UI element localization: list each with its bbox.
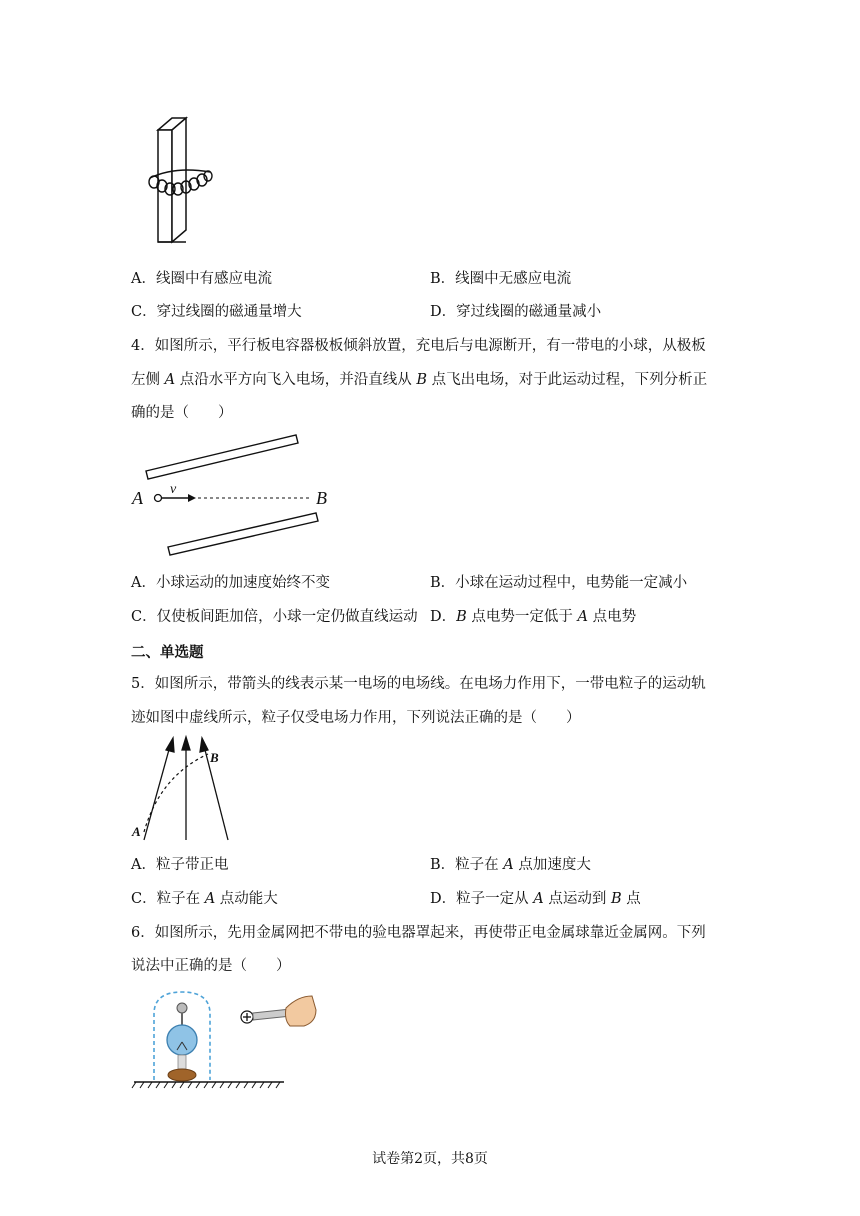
q4-option-d xyxy=(430,607,636,627)
q4-option-d-text: D． xyxy=(430,609,457,625)
q5-option-b-text: 点加速度大 xyxy=(513,857,591,873)
magnet-side-face xyxy=(172,118,186,242)
label-a: A xyxy=(132,488,143,508)
point-a-ref: A xyxy=(204,891,216,907)
electroscope-base xyxy=(168,1069,196,1081)
electroscope-neck xyxy=(178,1055,186,1069)
q4-option-b: B．小球在运动过程中，电势能一定减小 xyxy=(430,575,688,591)
q4-stem-line-2 xyxy=(131,370,707,390)
electroscope-jar xyxy=(167,1025,197,1055)
label-a: A xyxy=(132,824,141,839)
q5-option-d-text: 点 xyxy=(621,891,641,907)
capacitor-figure xyxy=(130,435,340,560)
q3-option-a: A．线圈中有感应电流 xyxy=(131,271,272,287)
velocity-arrowhead xyxy=(188,494,196,502)
lower-plate xyxy=(168,513,318,555)
point-b-ref: B xyxy=(456,609,467,625)
q4-stem-line-1: 4．如图所示，平行板电容器极板倾斜放置，充电后与电源断开，有一带电的小球，从极板 xyxy=(131,338,706,354)
point-a-ref: A xyxy=(503,857,514,873)
upper-plate xyxy=(146,435,298,479)
q4-option-d-text: 点电势一定低于 xyxy=(466,609,578,625)
point-a-ref: A xyxy=(533,891,544,907)
q5-option-c-text: C．粒子在 xyxy=(131,891,205,907)
q3-option-d: D．穿过线圈的磁通量减小 xyxy=(430,304,602,320)
q5-stem-line-2: 迹如图中虚线所示，粒子仅受电场力作用，下列说法正确的是（ ） xyxy=(131,710,581,726)
q4-stem-line-3: 确的是（ ） xyxy=(131,405,233,421)
q4-option-d-text: 点电势 xyxy=(588,609,637,625)
particle-trajectory xyxy=(144,754,208,832)
q4-stem-text: 点飞出电场，对于此运动过程，下列分析正 xyxy=(426,372,708,388)
q3-option-b: B．线圈中无感应电流 xyxy=(430,271,572,287)
q4-option-a: A．小球运动的加速度始终不变 xyxy=(131,575,330,591)
hand xyxy=(286,996,317,1026)
q4-stem-text: 左侧 xyxy=(131,372,165,388)
q5-option-c-text: 点动能大 xyxy=(215,891,278,907)
label-b: B xyxy=(316,488,327,508)
q5-option-d-text: D．粒子一定从 xyxy=(430,891,534,907)
q5-option-d-text: 点运动到 xyxy=(543,891,611,907)
q4-option-c: C．仅使板间距加倍，小球一定仍做直线运动 xyxy=(131,609,418,625)
electroscope-figure xyxy=(130,986,330,1096)
q3-option-c: C．穿过线圈的磁通量增大 xyxy=(131,304,302,320)
point-a-ref: A xyxy=(577,609,588,625)
q5-option-c xyxy=(131,889,278,909)
q6-stem-line-2: 说法中正确的是（ ） xyxy=(131,958,291,974)
ball xyxy=(155,495,162,502)
page-footer: 试卷第2页，共8页 xyxy=(372,1151,488,1167)
section-heading: 二、单选题 xyxy=(131,645,204,661)
magnet-coil-figure xyxy=(140,118,230,248)
point-b-ref: B xyxy=(610,891,622,907)
point-a-ref: A xyxy=(164,372,176,388)
q5-stem-line-1: 5．如图所示，带箭头的线表示某一电场的电场线。在电场力作用下，一带电粒子的运动轨 xyxy=(131,676,706,692)
q5-option-b-text: B．粒子在 xyxy=(430,857,504,873)
q6-stem-line-1: 6．如图所示，先用金属网把不带电的验电器罩起来，再使带正电金属球靠近金属网。下列 xyxy=(131,925,706,941)
ground-hatching xyxy=(132,1082,280,1088)
label-b: B xyxy=(210,750,219,765)
q5-option-a: A．粒子带正电 xyxy=(131,857,229,873)
q5-option-d xyxy=(430,889,641,909)
field-lines-figure xyxy=(130,736,240,846)
label-v: v xyxy=(170,482,177,497)
q4-stem-text: 点沿水平方向飞入电场，并沿直线从 xyxy=(175,372,417,388)
q5-option-b xyxy=(430,855,591,875)
electroscope-knob xyxy=(177,1003,187,1013)
point-b-ref: B xyxy=(416,372,427,388)
